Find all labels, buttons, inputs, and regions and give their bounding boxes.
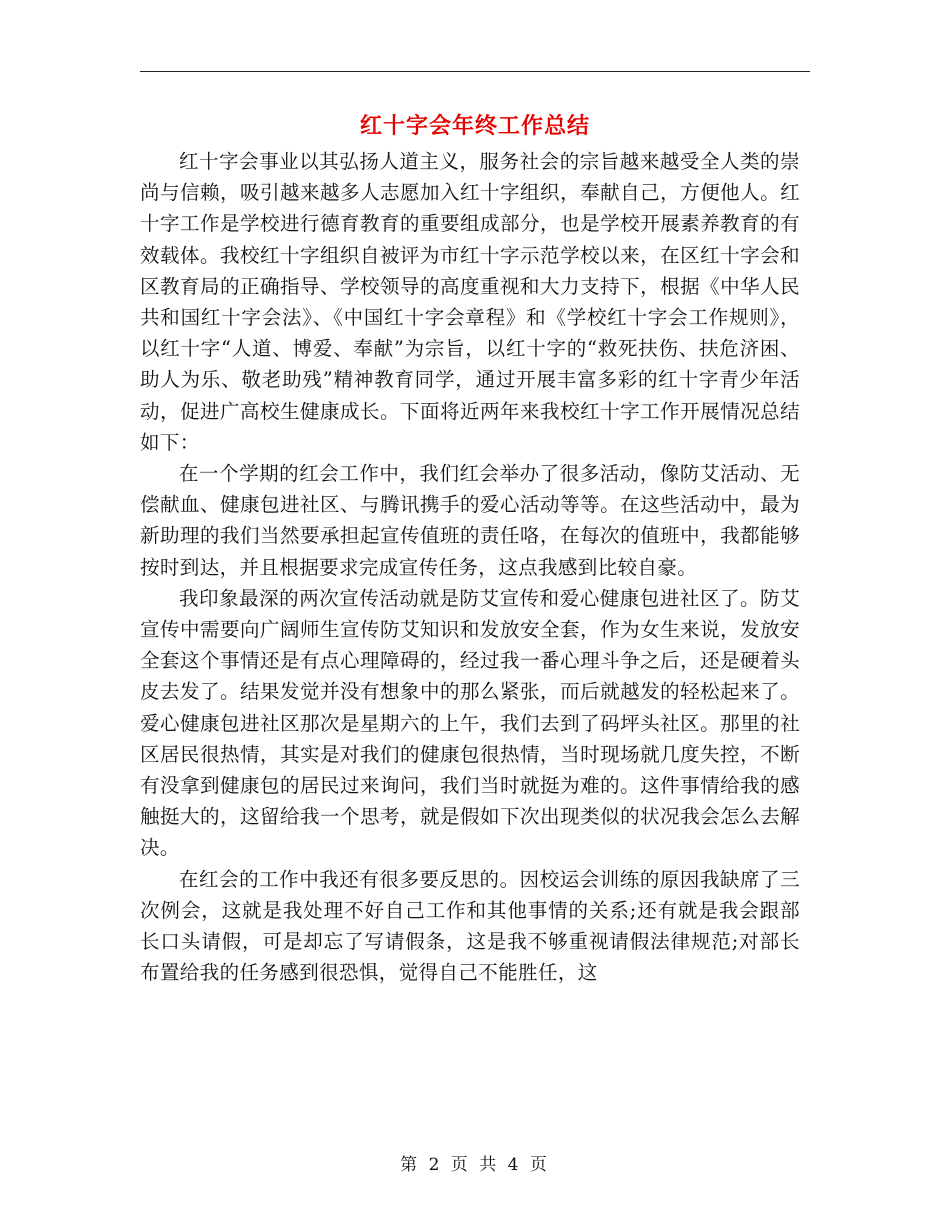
- document-title: 红十字会年终工作总结: [359, 113, 590, 139]
- paragraph-4: 在红会的工作中我还有很多要反思的。因校运会训练的原因我缺席了三次例会，这就是我处理不好自己工作和其他事情的关系;还有就是我会跟部长口头请假，可是却忘了写请假条，这是我不够重视请假法律规范;对部长布置给我的任务感到很恐惧，觉得自己不能胜任，这: [140, 867, 800, 985]
- page-number-footer: 第 2 页 共 4 页: [400, 1155, 550, 1175]
- document-body: [140, 146, 800, 988]
- paragraph-2: 在一个学期的红会工作中，我们红会举办了很多活动，像防艾活动、无偿献血、健康包进社区、与腾讯携手的爱心活动等等。在这些活动中，最为新助理的我们当然要承担起宣传值班的责任咯，在每次的值班中，我都能够按时到达，并且根据要求完成宣传任务，这点我感到比较自豪。: [140, 462, 800, 579]
- paragraph-1: 红十字会事业以其弘扬人道主义，服务社会的宗旨越来越受全人类的崇尚与信赖，吸引越来越多人志愿加入红十字组织，奉献自己，方便他人。红十字工作是学校进行德育教育的重要组成部分，也是学校开展素养教育的有效载体。我校红十字组织自被评为市红十字示范学校以来，在区红十字会和区教育局的正确指导、学校领导的高度重视和大力支持下，根据《中华人民共和国红十字会法》、《中国红十字会章程》和《学校红十字会工作规则》，以红十字“人道、博爱、奉献”为宗旨，以红十字的“救死扶伤、扶危济困、助人为乐、敬老助残”精神教育同学，通过开展丰富多彩的红十字青少年活动，促进广高校生健康成长。下面将近两年来我校红十字工作开展情况总结如下：: [140, 150, 800, 454]
- header-rule: [140, 71, 810, 72]
- paragraph-3: 我印象最深的两次宣传活动就是防艾宣传和爱心健康包进社区了。防艾宣传中需要向广阔师生宣传防艾知识和发放安全套，作为女生来说，发放安全套这个事情还是有点心理障碍的，经过我一番心理斗争之后，还是硬着头皮去发了。结果发觉并没有想象中的那么紧张，而后就越发的轻松起来了。爱心健康包进社区那次是星期六的上午，我们去到了码坪头社区。那里的社区居民很热情，其实是对我们的健康包很热情，当时现场就几度失控，不断有没拿到健康包的居民过来询问，我们当时就挺为难的。这件事情给我的感触挺大的，这留给我一个思考，就是假如下次出现类似的状况我会怎么去解决。: [140, 586, 800, 860]
